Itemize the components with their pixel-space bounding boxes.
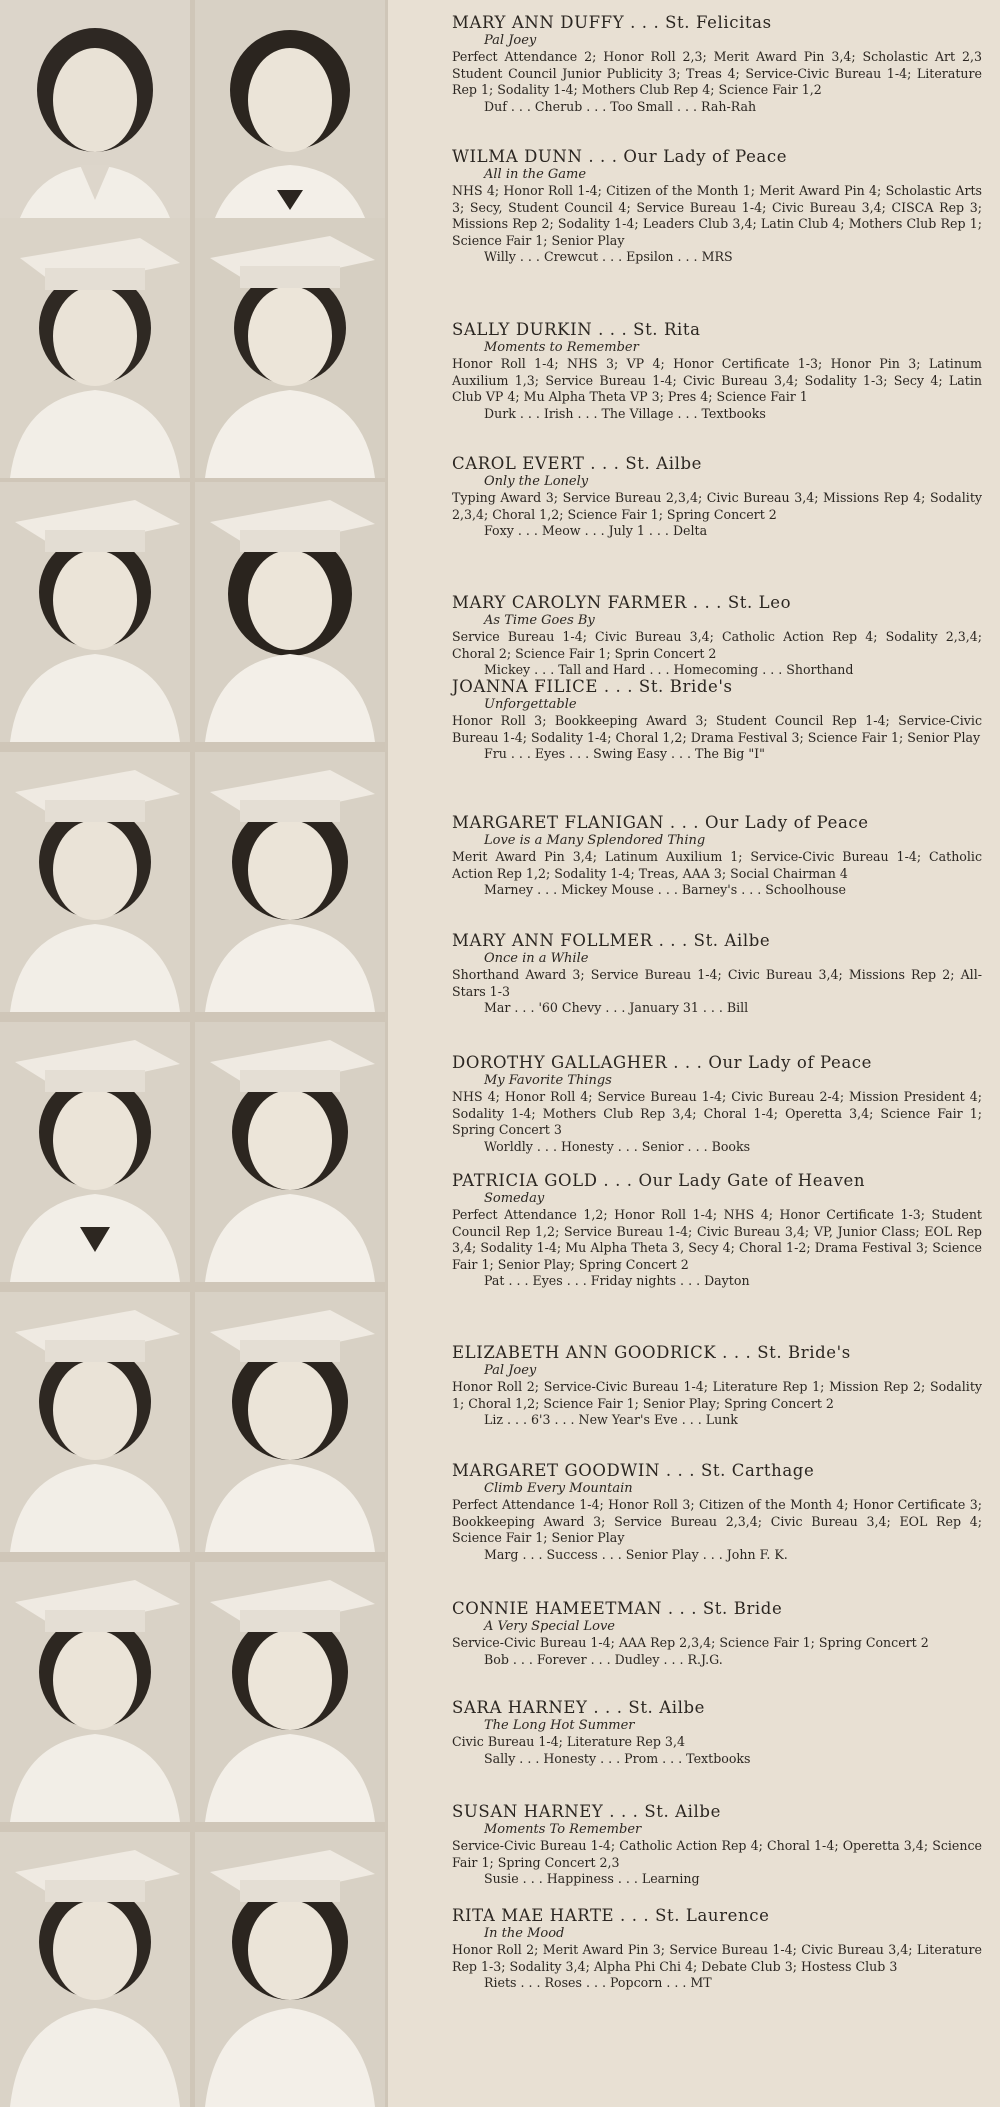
entry-name: PATRICIA GOLD . . . Our Lady Gate of Heaven [452, 1171, 866, 1190]
senior-entry [452, 592, 982, 679]
entry-motto: Moments To Remember [484, 1822, 642, 1837]
entry-activities: Perfect Attendance 1,2; Honor Roll 1-4; NHS 4; Honor Certificate 1-3; Student Council Rep 1,2; Service Bureau 1-4; Civic Bureau 3,4; VP, Junior Class; EOL Rep 3,4; Sodality 1-4; Mu Alpha Theta 3, Secy 4; Choral 1-2; Drama Festival 3; Science Fair 1; Senior Play; Spring Concert 2 [452, 1207, 982, 1272]
senior-entry [452, 1170, 982, 1290]
entry-motto: Pal Joey [484, 33, 537, 48]
senior-entry [452, 1697, 982, 1767]
entry-activities: Typing Award 3; Service Bureau 2,3,4; Civic Bureau 3,4; Missions Rep 4; Sodality 2,3,4; Choral 1,2; Science Fair 1; Spring Concert 2 [452, 490, 982, 522]
entry-trivia: Susie . . . Happiness . . . Learning [484, 1871, 700, 1886]
entry-trivia: Bob . . . Forever . . . Dudley . . . R.J.G. [484, 1651, 723, 1667]
entry-motto: Climb Every Mountain [484, 1481, 633, 1496]
entry-activities: Service-Civic Bureau 1-4; AAA Rep 2,3,4; Science Fair 1; Spring Concert 2 [452, 1635, 929, 1650]
portrait-photo-9 [0, 1022, 190, 1282]
entry-name: MARY ANN DUFFY . . . St. Felicitas [452, 13, 772, 32]
senior-entry [452, 1801, 982, 1888]
entry-name: JOANNA FILICE . . . St. Bride's [452, 677, 733, 696]
senior-entries [452, 0, 982, 2107]
entry-motto: In the Mood [484, 1926, 565, 1941]
entry-motto: The Long Hot Summer [484, 1718, 635, 1733]
senior-entry [452, 676, 982, 763]
entry-activities: Honor Roll 3; Bookkeeping Award 3; Student Council Rep 1-4; Service-Civic Bureau 1-4; Sodality 1-4; Choral 1,2; Drama Festival 3; Science Fair 1; Senior Play [452, 713, 982, 745]
entry-activities: Honor Roll 2; Service-Civic Bureau 1-4; Literature Rep 1; Mission Rep 2; Sodality 1; Choral 1,2; Science Fair 1; Senior Play; Spring Concert 2 [452, 1379, 982, 1411]
entry-activities: Civic Bureau 1-4; Literature Rep 3,4 [452, 1734, 685, 1749]
senior-entry [452, 930, 982, 1017]
entry-activities: Service-Civic Bureau 1-4; Catholic Action Rep 4; Choral 1-4; Operetta 3,4; Science Fair 1; Spring Concert 2,3 [452, 1838, 982, 1870]
senior-entry [452, 453, 982, 540]
entry-motto: Only the Lonely [484, 474, 589, 489]
senior-entry [452, 146, 982, 266]
entry-name: MARGARET GOODWIN . . . St. Carthage [452, 1461, 815, 1480]
senior-entry [452, 1052, 982, 1155]
entry-activities: Honor Roll 1-4; NHS 3; VP 4; Honor Certificate 1-3; Honor Pin 3; Latinum Auxilium 1,3; Service Bureau 1-4; Civic Bureau 3,4; Sodality 1-3; Secy 4; Latin Club VP 4; Mu Alpha Theta VP 3; Pres 4; Science Fair 1 [452, 356, 982, 404]
senior-entry [452, 1460, 982, 1563]
entry-trivia: Marg . . . Success . . . Senior Play . . . John F. K. [484, 1546, 788, 1562]
portrait-photo-8 [195, 752, 385, 1012]
entry-trivia: Liz . . . 6'3 . . . New Year's Eve . . . Lunk [484, 1412, 738, 1427]
portrait-photo-5 [0, 482, 190, 742]
senior-entry [452, 1598, 982, 1668]
entry-name: SUSAN HARNEY . . . St. Ailbe [452, 1802, 721, 1821]
portrait-photo-13 [0, 1562, 190, 1822]
portrait-photo-6 [195, 482, 385, 742]
portrait-photo-14 [195, 1562, 385, 1822]
portrait-photo-7 [0, 752, 190, 1012]
portrait-photo-10 [195, 1022, 385, 1282]
senior-entry [452, 812, 982, 899]
entry-motto: Pal Joey [484, 1363, 537, 1378]
entry-trivia: Duf . . . Cherub . . . Too Small . . . Rah-Rah [484, 98, 757, 114]
entry-name: RITA MAE HARTE . . . St. Laurence [452, 1906, 770, 1925]
entry-motto: My Favorite Things [484, 1073, 612, 1088]
entry-activities: Merit Award Pin 3,4; Latinum Auxilium 1; Service-Civic Bureau 1-4; Catholic Action Rep 1,2; Sodality 1-4; Treas, AAA 3; Social Chairman 4 [452, 849, 982, 881]
entry-name: WILMA DUNN . . . Our Lady of Peace [452, 147, 788, 166]
entry-activities: NHS 4; Honor Roll 1-4; Citizen of the Month 1; Merit Award Pin 4; Scholastic Arts 3; Secy, Student Council 4; Service Bureau 1-4; Civic Bureau 3,4; CISCA Rep 3; Missions Rep 2; Sodality 1-4; Leaders Club 3,4; Latin Club 4; Mothers Club Rep 1; Science Fair 1; Senior Play [452, 183, 982, 248]
entry-name: SALLY DURKIN . . . St. Rita [452, 320, 701, 339]
entry-trivia: Mickey . . . Tall and Hard . . . Homecoming . . . Shorthand [484, 662, 854, 677]
senior-entry [452, 1905, 982, 1992]
portrait-photo-12 [195, 1292, 385, 1552]
entry-trivia: Pat . . . Eyes . . . Friday nights . . . Dayton [484, 1273, 750, 1288]
entry-name: MARY CAROLYN FARMER . . . St. Leo [452, 593, 792, 612]
entry-activities: Honor Roll 2; Merit Award Pin 3; Service Bureau 1-4; Civic Bureau 3,4; Literature Rep 1-3; Sodality 3,4; Alpha Phi Chi 4; Debate Club 3; Hostess Club 3 [452, 1942, 982, 1974]
entry-name: DOROTHY GALLAGHER . . . Our Lady of Peace [452, 1053, 872, 1072]
entry-trivia: Worldly . . . Honesty . . . Senior . . . Books [484, 1138, 751, 1154]
entry-motto: Once in a While [484, 951, 589, 966]
entry-name: SARA HARNEY . . . St. Ailbe [452, 1698, 706, 1717]
senior-entry [452, 319, 982, 422]
entry-name: ELIZABETH ANN GOODRICK . . . St. Bride's [452, 1343, 851, 1362]
entry-motto: Moments to Remember [484, 340, 639, 355]
entry-motto: Love is a Many Splendored Thing [484, 833, 706, 848]
portrait-photo-4 [195, 218, 385, 478]
entry-trivia: Riets . . . Roses . . . Popcorn . . . MT [484, 1975, 712, 1990]
entry-name: CONNIE HAMEETMAN . . . St. Bride [452, 1599, 783, 1618]
portrait-photo-11 [0, 1292, 190, 1552]
entry-trivia: Marney . . . Mickey Mouse . . . Barney's . . . Schoolhouse [484, 882, 846, 897]
senior-entry [452, 12, 982, 115]
entry-activities: Service Bureau 1-4; Civic Bureau 3,4; Catholic Action Rep 4; Sodality 2,3,4; Choral 2; Science Fair 1; Sprin Concert 2 [452, 629, 982, 661]
senior-entry [452, 1342, 982, 1429]
entry-name: MARGARET FLANIGAN . . . Our Lady of Peace [452, 813, 869, 832]
entry-trivia: Mar . . . '60 Chevy . . . January 31 . . . Bill [484, 1000, 749, 1015]
portrait-photo-3 [0, 218, 190, 478]
entry-trivia: Foxy . . . Meow . . . July 1 . . . Delta [484, 523, 708, 538]
entry-trivia: Sally . . . Honesty . . . Prom . . . Textbooks [484, 1750, 751, 1766]
entry-activities: Perfect Attendance 1-4; Honor Roll 3; Citizen of the Month 4; Honor Certificate 3; Bookkeeping Award 3; Service Bureau 2,3,4; Civic Bureau 3,4; EOL Rep 4; Science Fair 1; Senior Play [452, 1497, 982, 1545]
entry-activities: NHS 4; Honor Roll 4; Service Bureau 1-4; Civic Bureau 2-4; Mission President 4; Sodality 1-4; Mothers Club Rep 3,4; Choral 1-4; Operetta 3,4; Science Fair 1; Spring Concert 3 [452, 1089, 982, 1137]
entry-motto: Unforgettable [484, 697, 577, 712]
entry-trivia: Fru . . . Eyes . . . Swing Easy . . . The Big "I" [484, 746, 765, 761]
entry-name: CAROL EVERT . . . St. Ailbe [452, 454, 702, 473]
entry-name: MARY ANN FOLLMER . . . St. Ailbe [452, 931, 771, 950]
portrait-column [0, 0, 388, 2107]
portrait-photo-16 [195, 1832, 385, 2107]
entry-motto: All in the Game [484, 167, 587, 182]
entry-motto: A Very Special Love [484, 1619, 615, 1634]
portrait-photo-15 [0, 1832, 190, 2107]
entry-activities: Perfect Attendance 2; Honor Roll 2,3; Merit Award Pin 3,4; Scholastic Art 2,3 Student Council Junior Publicity 3; Treas 4; Service-Civic Bureau 1-4; Literature Rep 1; Sodality 1-4; Mothers Club Rep 4; Science Fair 1,2 [452, 49, 982, 97]
entry-motto: As Time Goes By [484, 613, 595, 628]
entry-trivia: Durk . . . Irish . . . The Village . . . Textbooks [484, 405, 766, 421]
entry-motto: Someday [484, 1191, 545, 1206]
entry-trivia: Willy . . . Crewcut . . . Epsilon . . . MRS [484, 249, 733, 264]
entry-activities: Shorthand Award 3; Service Bureau 1-4; Civic Bureau 3,4; Missions Rep 2; All-Stars 1-3 [452, 967, 982, 999]
